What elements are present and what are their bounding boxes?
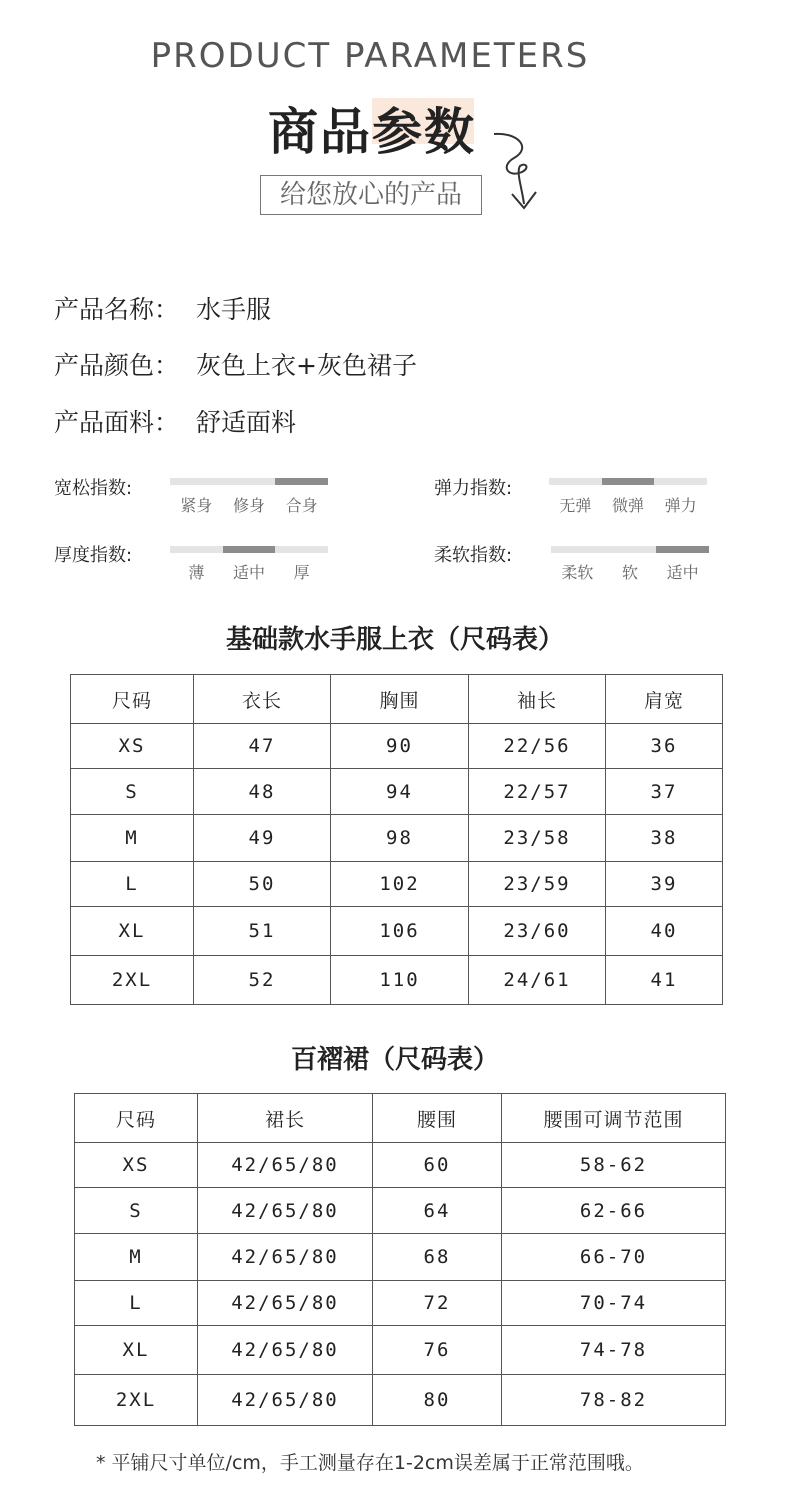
header-cell: 尺码	[75, 1094, 198, 1143]
table-row	[75, 1234, 726, 1281]
table-cell: 66-70	[502, 1234, 726, 1281]
table-cell: 2XL	[75, 1375, 198, 1426]
table-cell: 42/65/80	[198, 1234, 373, 1281]
table-cell: 52	[194, 956, 331, 1005]
table-cell: 64	[373, 1188, 502, 1234]
bar-segment	[275, 546, 328, 553]
bar-segment	[275, 478, 328, 485]
table-row	[75, 1326, 726, 1375]
bar-segment	[602, 478, 655, 485]
table-cell: S	[75, 1188, 198, 1234]
table-cell: 70-74	[502, 1281, 726, 1326]
table-cell: XS	[71, 724, 194, 769]
elasticity-label: 弹力指数:	[434, 478, 513, 499]
table-row	[75, 1188, 726, 1234]
skirt-size-table	[74, 1093, 726, 1426]
table-cell: 60	[373, 1143, 502, 1188]
table-row	[71, 907, 723, 956]
info-color	[54, 346, 417, 382]
table-cell: 2XL	[71, 956, 194, 1005]
table-cell: 42/65/80	[198, 1375, 373, 1426]
table-cell: 90	[331, 724, 469, 769]
table-cell: 68	[373, 1234, 502, 1281]
option-label: 柔软	[561, 563, 594, 582]
table-cell: XS	[75, 1143, 198, 1188]
table-cell: S	[71, 769, 194, 815]
bar-segment	[654, 478, 707, 485]
header-cell: 裙长	[198, 1094, 373, 1143]
header-cell: 胸围	[331, 675, 469, 724]
header-cell: 尺码	[71, 675, 194, 724]
header-cell: 肩宽	[606, 675, 723, 724]
table-cell: 78-82	[502, 1375, 726, 1426]
table-cell: 22/57	[469, 769, 606, 815]
table-cell: 50	[194, 862, 331, 907]
table-cell: 42/65/80	[198, 1188, 373, 1234]
table-cell: 76	[373, 1326, 502, 1375]
header-cell: 衣长	[194, 675, 331, 724]
table-cell: L	[75, 1281, 198, 1326]
option-label: 无弹	[559, 496, 592, 515]
table-cell: 106	[331, 907, 469, 956]
elasticity-options	[549, 493, 707, 516]
table-row	[71, 815, 723, 862]
table-cell: 48	[194, 769, 331, 815]
table-cell: 23/59	[469, 862, 606, 907]
softness-options	[551, 560, 709, 583]
looseness-label: 宽松指数:	[54, 478, 133, 499]
skirt-table-title: 百褶裙（尺码表）	[290, 1045, 499, 1075]
table-cell: 38	[606, 815, 723, 862]
info-value: 舒适面料	[196, 408, 297, 437]
table-cell: 39	[606, 862, 723, 907]
table-cell: 58-62	[502, 1143, 726, 1188]
table-cell: 47	[194, 724, 331, 769]
softness-bar	[551, 546, 709, 553]
info-value: 灰色上衣+灰色裙子	[196, 351, 417, 380]
info-value: 水手服	[196, 295, 272, 324]
option-label: 软	[622, 563, 639, 582]
table-cell: 36	[606, 724, 723, 769]
option-label: 厚	[293, 563, 310, 582]
table-cell: 23/60	[469, 907, 606, 956]
top-size-table	[70, 674, 723, 1005]
table-cell: 37	[606, 769, 723, 815]
table-cell: 98	[331, 815, 469, 862]
table-cell: 49	[194, 815, 331, 862]
table-cell: 74-78	[502, 1326, 726, 1375]
table-cell: L	[71, 862, 194, 907]
looseness-bar	[170, 478, 328, 485]
header-cell: 袖长	[469, 675, 606, 724]
bar-segment	[656, 546, 709, 553]
table-cell: 24/61	[469, 956, 606, 1005]
looseness-options	[170, 493, 328, 516]
bar-segment	[604, 546, 657, 553]
table-row	[75, 1281, 726, 1326]
swirl-arrow-icon	[488, 128, 548, 214]
top-table-title: 基础款水手服上衣（尺码表）	[225, 625, 564, 655]
table-cell: 23/58	[469, 815, 606, 862]
table-cell: 110	[331, 956, 469, 1005]
header-cell: 腰围可调节范围	[502, 1094, 726, 1143]
title-chinese: 商品参数	[268, 103, 476, 161]
table-cell: 42/65/80	[198, 1326, 373, 1375]
thickness-options	[170, 560, 328, 583]
table-row	[71, 724, 723, 769]
elasticity-bar	[549, 478, 707, 485]
option-label: 紧身	[180, 496, 213, 515]
table-cell: 22/56	[469, 724, 606, 769]
bar-segment	[549, 478, 602, 485]
subtitle-box: 给您放心的产品	[260, 175, 482, 215]
table-cell: 80	[373, 1375, 502, 1426]
option-label: 适中	[666, 563, 699, 582]
table-header-row	[71, 675, 723, 724]
table-cell: XL	[75, 1326, 198, 1375]
option-label: 弹力	[664, 496, 697, 515]
table-cell: XL	[71, 907, 194, 956]
table-cell: 62-66	[502, 1188, 726, 1234]
option-label: 修身	[233, 496, 266, 515]
table-cell: 94	[331, 769, 469, 815]
table-cell: 102	[331, 862, 469, 907]
info-label: 产品颜色：	[54, 351, 180, 380]
option-label: 适中	[233, 563, 266, 582]
table-cell: 42/65/80	[198, 1281, 373, 1326]
info-label: 产品名称：	[54, 295, 180, 324]
table-row	[71, 956, 723, 1005]
table-cell: M	[75, 1234, 198, 1281]
info-name	[54, 290, 271, 326]
bar-segment	[223, 546, 276, 553]
softness-label: 柔软指数:	[434, 545, 513, 566]
option-label: 合身	[285, 496, 318, 515]
table-cell: 40	[606, 907, 723, 956]
table-row	[75, 1143, 726, 1188]
table-row	[75, 1375, 726, 1426]
info-fabric	[54, 403, 296, 439]
thickness-label: 厚度指数:	[54, 545, 133, 566]
table-row	[71, 769, 723, 815]
table-cell: M	[71, 815, 194, 862]
thickness-bar	[170, 546, 328, 553]
table-header-row	[75, 1094, 726, 1143]
table-row	[71, 862, 723, 907]
footnote: * 平铺尺寸单位/cm，手工测量存在1-2cm误差属于正常范围哦。	[96, 1452, 644, 1474]
option-label: 薄	[188, 563, 205, 582]
option-label: 微弹	[612, 496, 645, 515]
bar-segment	[551, 546, 604, 553]
table-cell: 41	[606, 956, 723, 1005]
header-cell: 腰围	[373, 1094, 502, 1143]
bar-segment	[223, 478, 276, 485]
table-cell: 72	[373, 1281, 502, 1326]
info-label: 产品面料：	[54, 408, 180, 437]
table-cell: 42/65/80	[198, 1143, 373, 1188]
bar-segment	[170, 478, 223, 485]
bar-segment	[170, 546, 223, 553]
table-cell: 51	[194, 907, 331, 956]
title-english: PRODUCT PARAMETERS	[150, 36, 590, 76]
